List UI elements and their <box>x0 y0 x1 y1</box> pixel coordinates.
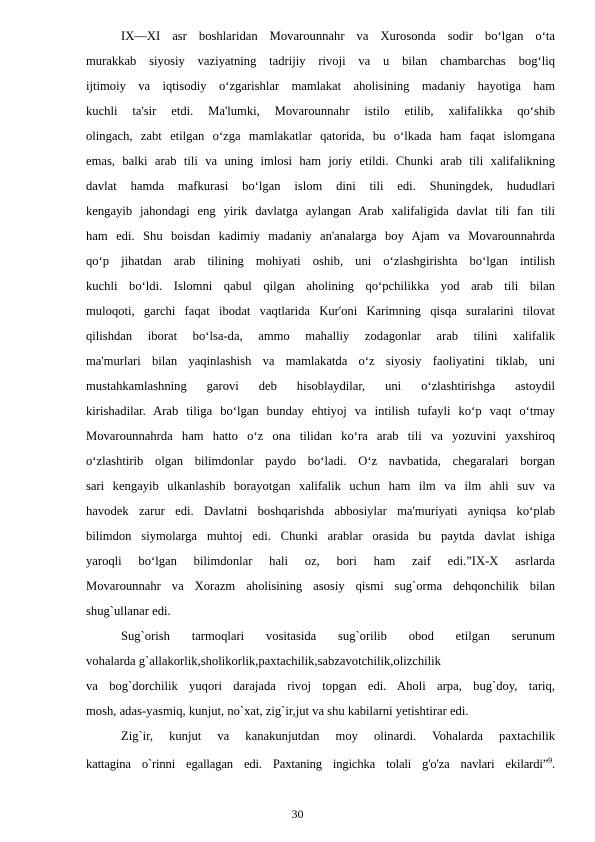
page-number: 30 <box>291 807 304 821</box>
text-line <box>86 753 555 772</box>
text-line: Movarounnahr va Xorazm aholisining asosiy qismi sug`orma dehqonchilik bilan <box>86 579 555 593</box>
text-line: o‘zlashtirib olgan bilimdonlar paydo bo‘ladi. O‘z navbatida, chegaralari borgan <box>86 454 555 468</box>
text-line: havodek zarur edi. Davlatni boshqarishda abbosiylar ma'muriyati ayniqsa ko‘plab <box>86 504 555 518</box>
text-line: emas, balki arab tili va uning imlosi ham joriy etildi. Chunki arab tili xalifalikning <box>86 154 555 168</box>
text-line: shug`ullanar edi. <box>86 604 171 618</box>
text-line: yaroqli bo‘lgan bilimdonlar hali oz, bori ham zaif edi.”IX-X asrlarda <box>86 554 555 568</box>
text-line: mosh, adas-yasmiq, kunjut, no`xat, zig`ir,jut va shu kabilarni yetishtirar edi. <box>86 704 469 718</box>
text-line: vohalarda g`allakorlik,sholikorlik,paxtachilik,sabzavotchilik,olizchilik <box>86 654 441 668</box>
text-line: qo‘p jihatdan arab tilining mohiyati oshib, uni o‘zlashgirishta bo‘lgan intilish <box>86 254 555 268</box>
text-line: sari kengayib ulkanlashib borayotgan xalifalik uchun ham ilm va ilm ahli suv va <box>86 479 555 493</box>
text-line: murakkab siyosiy vaziyatning tadrijiy rivoji va u bilan chambarchas bog‘liq <box>86 54 555 68</box>
text-line: davlat hamda mafkurasi bo‘lgan islom dini tili edi. Shuningdek, hududlari <box>86 179 555 193</box>
text-line: ijtimoiy va iqtisodiy o‘zgarishlar mamlakat aholisining madaniy hayotiga ham <box>86 79 555 93</box>
text-line: ma'murlari bilan yaqinlashish va mamlakatda o‘z siyosiy faoliyatini tiklab, uni <box>86 354 555 368</box>
text-line: kirishadilar. Arab tiliga bo‘lgan bunday ehtiyoj va intilish tufayli ko‘p vaqt o‘tmay <box>86 404 555 418</box>
text-line: Sug`orish tarmoqlari vositasida sug`orilib obod etilgan serunum <box>121 629 555 643</box>
text-line: kengayib jahondagi eng yirik davlatga aylangan Arab xalifaligida davlat tili fan tili <box>86 204 555 218</box>
text-line: va bog`dorchilik yuqori darajada rivoj topgan edi. Aholi arpa, bug`doy, tariq, <box>86 679 555 693</box>
text-line: olingach, zabt etilgan o‘zga mamlakatlar qatorida, bu o‘lkada ham faqat islomgana <box>86 129 555 143</box>
text-line: IX—XI asr boshlaridan Movarounnahr va Xurosonda sodir bo‘lgan o‘ta <box>121 29 555 43</box>
text-line: qilishdan iborat bo‘lsa-da, ammo mahalliy zodagonlar arab tilini xalifalik <box>86 329 555 343</box>
footnote-reference[interactable]: 9 <box>548 756 552 765</box>
text-line: kuchli bo‘ldi. Islomni qabul qilgan aholining qo‘pchilikka yod arab tili bilan <box>86 279 555 293</box>
text-line: mustahkamlashning garovi deb hisoblaydilar, uni o‘zlashtirishga astoydil <box>86 379 555 393</box>
text-line: ham edi. Shu boisdan kadimiy madaniy an'analarga boy Ajam va Movarounnahrda <box>86 229 555 243</box>
text-line: bilimdon siymolarga muhtoj edi. Chunki arablar orasida bu paytda davlat ishiga <box>86 529 555 543</box>
text-line: kuchli ta'sir etdi. Ma'lumki, Movarounnahr istilo etilib, xalifalikka qo‘shib <box>86 104 555 118</box>
text-line-body: kattagina o`rinni egallagan edi. Paxtaning ingichka tolali g'o'za navlari ekilardi” <box>86 757 549 772</box>
text-line-tail: . <box>552 757 555 772</box>
text-line: muloqoti, garchi faqat ibodat vaqtlarida Kur'oni Karimning qisqa suralarini tilovat <box>86 304 555 318</box>
text-line: Zig`ir, kunjut va kanakunjutdan moy olinardi. Vohalarda paxtachilik <box>121 729 555 743</box>
text-line: Movarounnahrda ham hatto o‘z ona tilidan ko‘ra arab tili va yozuvini yaxshiroq <box>86 429 555 443</box>
